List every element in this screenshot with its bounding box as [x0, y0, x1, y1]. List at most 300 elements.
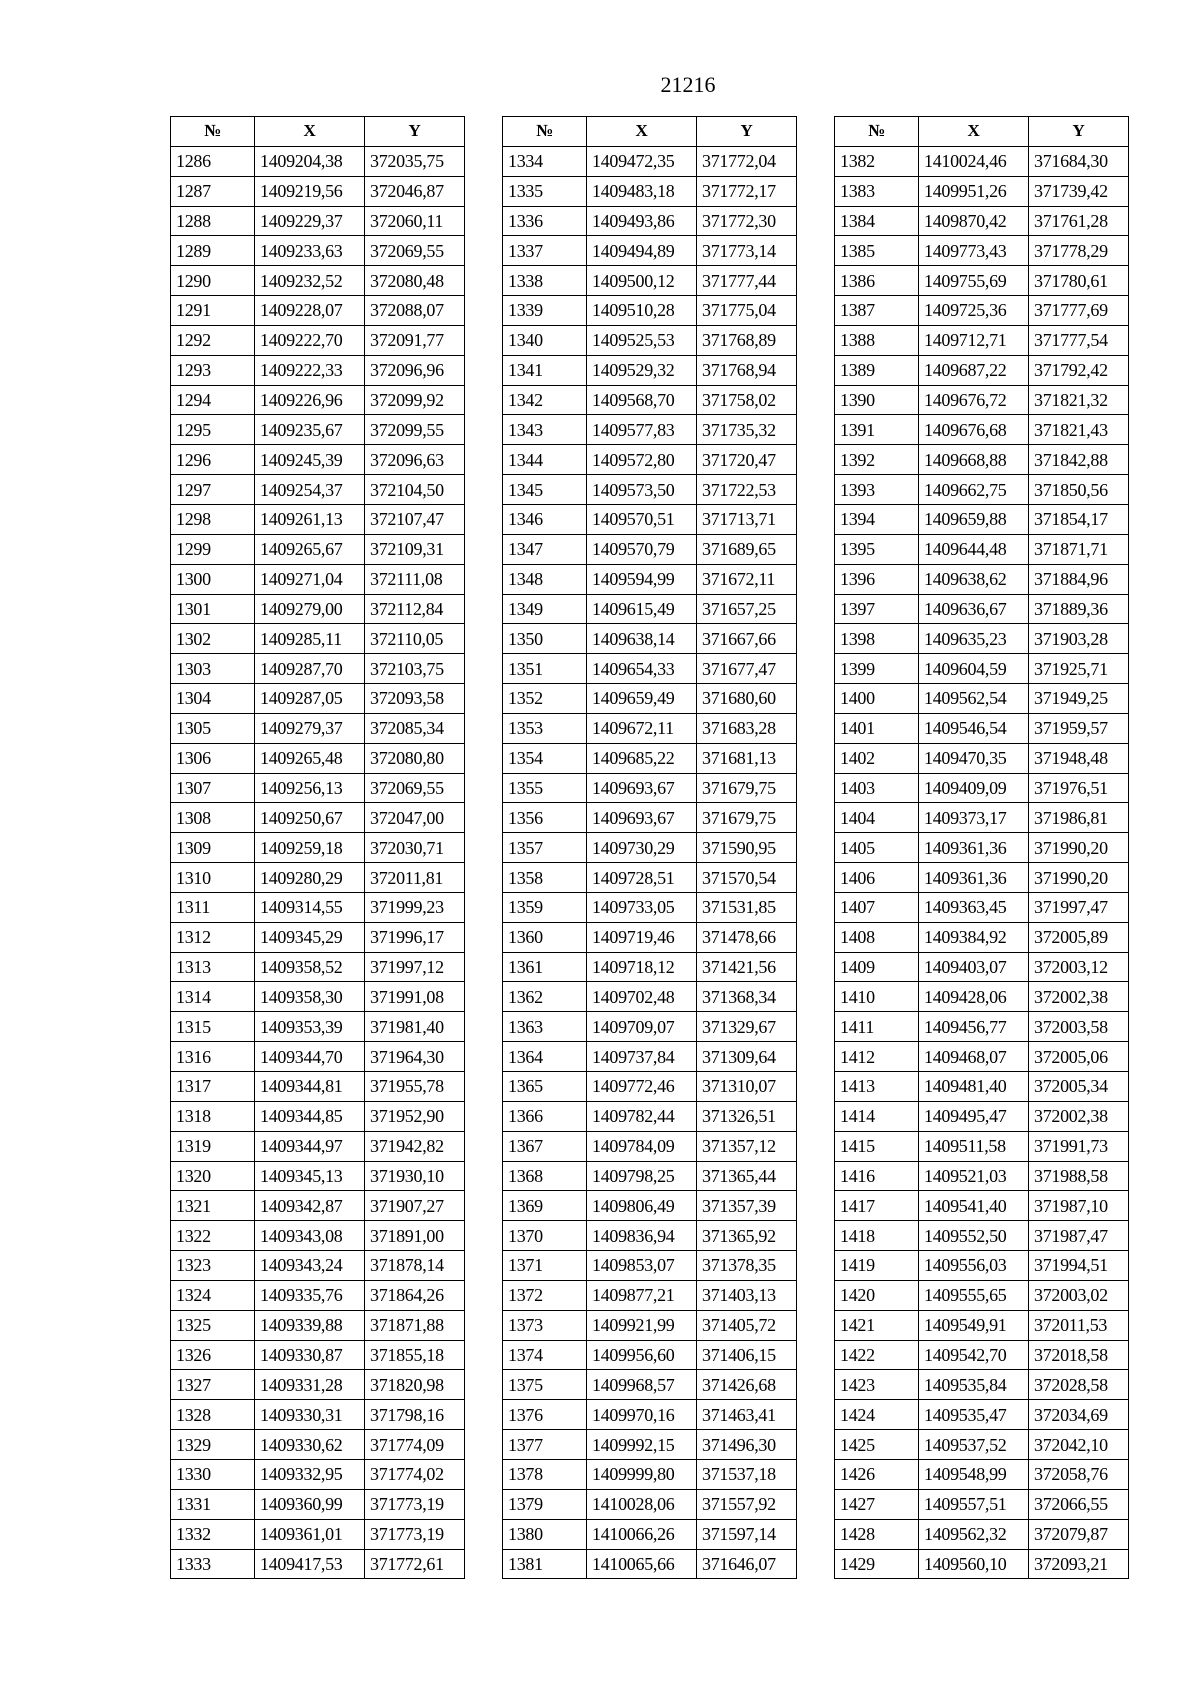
cell-y: 371990,20 — [1029, 833, 1129, 863]
cell-number: 1322 — [171, 1221, 255, 1251]
cell-y: 371987,10 — [1029, 1191, 1129, 1221]
cell-number: 1428 — [835, 1519, 919, 1549]
cell-y: 372028,58 — [1029, 1370, 1129, 1400]
table-row — [503, 1131, 797, 1161]
cell-y: 371952,90 — [365, 1101, 465, 1131]
cell-y: 371773,19 — [365, 1489, 465, 1519]
cell-number: 1361 — [503, 952, 587, 982]
table-row — [835, 982, 1129, 1012]
cell-number: 1351 — [503, 654, 587, 684]
cell-y: 371672,11 — [697, 564, 797, 594]
cell-number: 1348 — [503, 564, 587, 594]
cell-number: 1360 — [503, 922, 587, 952]
cell-y: 371777,69 — [1029, 296, 1129, 326]
cell-y: 371997,12 — [365, 952, 465, 982]
cell-number: 1309 — [171, 833, 255, 863]
cell-y: 371991,08 — [365, 982, 465, 1012]
table-row — [171, 594, 465, 624]
cell-y: 371907,27 — [365, 1191, 465, 1221]
cell-x: 1410024,46 — [919, 146, 1029, 176]
cell-y: 372103,75 — [365, 654, 465, 684]
table-row — [171, 952, 465, 982]
cell-x: 1409555,65 — [919, 1280, 1029, 1310]
table-row — [835, 952, 1129, 982]
cell-number: 1417 — [835, 1191, 919, 1221]
cell-number: 1292 — [171, 325, 255, 355]
table-row — [503, 504, 797, 534]
table-row — [835, 1370, 1129, 1400]
table-row — [171, 1072, 465, 1102]
table-row — [503, 594, 797, 624]
cell-x: 1409772,46 — [587, 1072, 697, 1102]
cell-number: 1409 — [835, 952, 919, 982]
cell-y: 372060,11 — [365, 206, 465, 236]
cell-number: 1347 — [503, 534, 587, 564]
cell-y: 372099,55 — [365, 415, 465, 445]
table-row — [503, 1101, 797, 1131]
cell-y: 371871,71 — [1029, 534, 1129, 564]
cell-y: 372058,76 — [1029, 1459, 1129, 1489]
cell-number: 1338 — [503, 266, 587, 296]
table-row — [503, 892, 797, 922]
table-row — [503, 475, 797, 505]
cell-x: 1409968,57 — [587, 1370, 697, 1400]
cell-x: 1409204,38 — [255, 146, 365, 176]
table-row — [171, 1042, 465, 1072]
table-row — [835, 1340, 1129, 1370]
table-row — [171, 863, 465, 893]
cell-number: 1401 — [835, 713, 919, 743]
cell-x: 1409719,46 — [587, 922, 697, 952]
cell-number: 1298 — [171, 504, 255, 534]
table-row — [503, 266, 797, 296]
cell-x: 1409235,67 — [255, 415, 365, 445]
cell-y: 371590,95 — [697, 833, 797, 863]
table-row — [835, 1549, 1129, 1579]
cell-x: 1409259,18 — [255, 833, 365, 863]
cell-y: 371758,02 — [697, 385, 797, 415]
table-row — [835, 1430, 1129, 1460]
cell-y: 371949,25 — [1029, 684, 1129, 714]
cell-x: 1409604,59 — [919, 654, 1029, 684]
table-row — [171, 504, 465, 534]
cell-y: 371996,17 — [365, 922, 465, 952]
cell-y: 371891,00 — [365, 1221, 465, 1251]
table-row — [171, 1370, 465, 1400]
cell-number: 1381 — [503, 1549, 587, 1579]
cell-number: 1403 — [835, 773, 919, 803]
cell-number: 1289 — [171, 236, 255, 266]
cell-y: 371368,34 — [697, 982, 797, 1012]
cell-x: 1409233,63 — [255, 236, 365, 266]
table-row — [503, 534, 797, 564]
cell-number: 1375 — [503, 1370, 587, 1400]
cell-y: 371772,17 — [697, 176, 797, 206]
table-row — [835, 296, 1129, 326]
cell-x: 1409685,22 — [587, 743, 697, 773]
cell-y: 371365,44 — [697, 1161, 797, 1191]
cell-y: 371955,78 — [365, 1072, 465, 1102]
cell-x: 1409335,76 — [255, 1280, 365, 1310]
cell-number: 1331 — [171, 1489, 255, 1519]
cell-x: 1409330,31 — [255, 1400, 365, 1430]
cell-number: 1314 — [171, 982, 255, 1012]
cell-number: 1304 — [171, 684, 255, 714]
cell-y: 371878,14 — [365, 1251, 465, 1281]
cell-number: 1349 — [503, 594, 587, 624]
cell-number: 1290 — [171, 266, 255, 296]
cell-x: 1409250,67 — [255, 803, 365, 833]
cell-x: 1409384,92 — [919, 922, 1029, 952]
cell-number: 1328 — [171, 1400, 255, 1430]
cell-y: 371842,88 — [1029, 445, 1129, 475]
cell-y: 371988,58 — [1029, 1161, 1129, 1191]
cell-y: 371421,56 — [697, 952, 797, 982]
table-row — [503, 1489, 797, 1519]
cell-x: 1409635,23 — [919, 624, 1029, 654]
table-row — [835, 892, 1129, 922]
table-header-row — [503, 117, 797, 147]
cell-y: 371496,30 — [697, 1430, 797, 1460]
table-row — [171, 534, 465, 564]
cell-x: 1409261,13 — [255, 504, 365, 534]
cell-y: 371772,04 — [697, 146, 797, 176]
cell-number: 1400 — [835, 684, 919, 714]
cell-x: 1409287,70 — [255, 654, 365, 684]
cell-number: 1366 — [503, 1101, 587, 1131]
table-row — [835, 176, 1129, 206]
cell-number: 1346 — [503, 504, 587, 534]
cell-y: 372011,53 — [1029, 1310, 1129, 1340]
table-row — [171, 1280, 465, 1310]
cell-number: 1383 — [835, 176, 919, 206]
column-header-y: Y — [1029, 117, 1129, 147]
cell-y: 371646,07 — [697, 1549, 797, 1579]
table-row — [503, 1310, 797, 1340]
cell-x: 1409494,89 — [587, 236, 697, 266]
cell-number: 1288 — [171, 206, 255, 236]
cell-y: 371777,44 — [697, 266, 797, 296]
table-row — [171, 1251, 465, 1281]
cell-x: 1409687,22 — [919, 355, 1029, 385]
table-row — [835, 1012, 1129, 1042]
cell-x: 1409330,62 — [255, 1430, 365, 1460]
cell-number: 1316 — [171, 1042, 255, 1072]
cell-number: 1302 — [171, 624, 255, 654]
cell-y: 372066,55 — [1029, 1489, 1129, 1519]
cell-number: 1306 — [171, 743, 255, 773]
cell-number: 1305 — [171, 713, 255, 743]
cell-x: 1409676,72 — [919, 385, 1029, 415]
cell-y: 371405,72 — [697, 1310, 797, 1340]
cell-y: 371987,47 — [1029, 1221, 1129, 1251]
cell-number: 1426 — [835, 1459, 919, 1489]
cell-number: 1295 — [171, 415, 255, 445]
cell-x: 1409594,99 — [587, 564, 697, 594]
table-row — [503, 1251, 797, 1281]
cell-y: 371478,66 — [697, 922, 797, 952]
cell-x: 1409330,87 — [255, 1340, 365, 1370]
cell-y: 371774,09 — [365, 1430, 465, 1460]
cell-x: 1409521,03 — [919, 1161, 1029, 1191]
cell-x: 1409535,47 — [919, 1400, 1029, 1430]
cell-y: 371680,60 — [697, 684, 797, 714]
cell-x: 1409557,51 — [919, 1489, 1029, 1519]
cell-x: 1409373,17 — [919, 803, 1029, 833]
cell-y: 371667,66 — [697, 624, 797, 654]
cell-y: 372093,21 — [1029, 1549, 1129, 1579]
cell-y: 371821,43 — [1029, 415, 1129, 445]
cell-x: 1409556,03 — [919, 1251, 1029, 1281]
table-row — [171, 773, 465, 803]
table-row — [171, 1101, 465, 1131]
cell-y: 371855,18 — [365, 1340, 465, 1370]
cell-x: 1409470,35 — [919, 743, 1029, 773]
cell-x: 1409570,79 — [587, 534, 697, 564]
cell-number: 1377 — [503, 1430, 587, 1460]
table-row — [171, 833, 465, 863]
cell-number: 1352 — [503, 684, 587, 714]
cell-number: 1408 — [835, 922, 919, 952]
column-header-x: X — [255, 117, 365, 147]
cell-y: 372034,69 — [1029, 1400, 1129, 1430]
cell-x: 1409806,49 — [587, 1191, 697, 1221]
table-row — [171, 1519, 465, 1549]
cell-x: 1409560,10 — [919, 1549, 1029, 1579]
cell-x: 1409537,52 — [919, 1430, 1029, 1460]
cell-x: 1409265,67 — [255, 534, 365, 564]
table-row — [171, 1459, 465, 1489]
cell-number: 1291 — [171, 296, 255, 326]
table-row — [835, 1221, 1129, 1251]
cell-y: 371780,61 — [1029, 266, 1129, 296]
cell-x: 1409222,70 — [255, 325, 365, 355]
cell-x: 1409992,15 — [587, 1430, 697, 1460]
cell-x: 1409709,07 — [587, 1012, 697, 1042]
cell-y: 372002,38 — [1029, 982, 1129, 1012]
cell-x: 1409546,54 — [919, 713, 1029, 743]
table-row — [835, 146, 1129, 176]
cell-number: 1321 — [171, 1191, 255, 1221]
cell-x: 1409343,24 — [255, 1251, 365, 1281]
cell-x: 1409956,60 — [587, 1340, 697, 1370]
table-row — [171, 892, 465, 922]
cell-number: 1373 — [503, 1310, 587, 1340]
cell-number: 1368 — [503, 1161, 587, 1191]
cell-x: 1409256,13 — [255, 773, 365, 803]
cell-y: 371739,42 — [1029, 176, 1129, 206]
cell-y: 372110,05 — [365, 624, 465, 654]
cell-number: 1339 — [503, 296, 587, 326]
table-row — [835, 803, 1129, 833]
cell-x: 1409358,30 — [255, 982, 365, 1012]
cell-number: 1419 — [835, 1251, 919, 1281]
cell-number: 1412 — [835, 1042, 919, 1072]
cell-number: 1372 — [503, 1280, 587, 1310]
cell-x: 1409693,67 — [587, 803, 697, 833]
cell-number: 1337 — [503, 236, 587, 266]
cell-y: 371403,13 — [697, 1280, 797, 1310]
cell-number: 1421 — [835, 1310, 919, 1340]
cell-number: 1332 — [171, 1519, 255, 1549]
cell-y: 371778,29 — [1029, 236, 1129, 266]
cell-x: 1409659,49 — [587, 684, 697, 714]
cell-x: 1409344,81 — [255, 1072, 365, 1102]
cell-number: 1334 — [503, 146, 587, 176]
cell-number: 1367 — [503, 1131, 587, 1161]
cell-x: 1409662,75 — [919, 475, 1029, 505]
table-row — [171, 624, 465, 654]
cell-x: 1409672,11 — [587, 713, 697, 743]
cell-y: 371357,12 — [697, 1131, 797, 1161]
cell-number: 1287 — [171, 176, 255, 206]
cell-y: 372099,92 — [365, 385, 465, 415]
table-row — [171, 415, 465, 445]
cell-number: 1365 — [503, 1072, 587, 1102]
cell-y: 371378,35 — [697, 1251, 797, 1281]
cell-number: 1414 — [835, 1101, 919, 1131]
page-number: 21216 — [660, 72, 716, 97]
cell-number: 1418 — [835, 1221, 919, 1251]
cell-y: 371768,89 — [697, 325, 797, 355]
cell-x: 1409712,71 — [919, 325, 1029, 355]
cell-number: 1307 — [171, 773, 255, 803]
cell-x: 1409428,06 — [919, 982, 1029, 1012]
cell-y: 371531,85 — [697, 892, 797, 922]
cell-y: 372005,89 — [1029, 922, 1129, 952]
coordinates-table-2 — [502, 116, 797, 1579]
table-row — [835, 684, 1129, 714]
cell-y: 371326,51 — [697, 1101, 797, 1131]
cell-number: 1416 — [835, 1161, 919, 1191]
column-header-number: № — [503, 117, 587, 147]
table-row — [171, 1191, 465, 1221]
cell-number: 1410 — [835, 982, 919, 1012]
cell-y: 371426,68 — [697, 1370, 797, 1400]
cell-number: 1345 — [503, 475, 587, 505]
table-row — [171, 654, 465, 684]
table-row — [171, 475, 465, 505]
cell-x: 1409542,70 — [919, 1340, 1029, 1370]
cell-number: 1384 — [835, 206, 919, 236]
cell-x: 1409481,40 — [919, 1072, 1029, 1102]
cell-y: 372069,55 — [365, 773, 465, 803]
cell-x: 1409573,50 — [587, 475, 697, 505]
cell-x: 1409279,00 — [255, 594, 365, 624]
table-row — [503, 833, 797, 863]
cell-x: 1409798,25 — [587, 1161, 697, 1191]
cell-x: 1409702,48 — [587, 982, 697, 1012]
table-row — [171, 385, 465, 415]
cell-number: 1402 — [835, 743, 919, 773]
cell-number: 1415 — [835, 1131, 919, 1161]
cell-y: 372046,87 — [365, 176, 465, 206]
cell-number: 1293 — [171, 355, 255, 385]
cell-number: 1398 — [835, 624, 919, 654]
cell-number: 1355 — [503, 773, 587, 803]
cell-number: 1294 — [171, 385, 255, 415]
cell-number: 1395 — [835, 534, 919, 564]
table-row — [835, 594, 1129, 624]
table-row — [171, 206, 465, 236]
table-row — [835, 1489, 1129, 1519]
cell-x: 1409228,07 — [255, 296, 365, 326]
cell-x: 1409361,36 — [919, 833, 1029, 863]
cell-x: 1409755,69 — [919, 266, 1029, 296]
table-row — [171, 803, 465, 833]
cell-number: 1312 — [171, 922, 255, 952]
coordinates-table-1 — [170, 116, 465, 1579]
cell-number: 1388 — [835, 325, 919, 355]
cell-number: 1389 — [835, 355, 919, 385]
table-row — [171, 176, 465, 206]
cell-x: 1409345,13 — [255, 1161, 365, 1191]
cell-y: 371657,25 — [697, 594, 797, 624]
cell-x: 1409483,18 — [587, 176, 697, 206]
column-header-x: X — [587, 117, 697, 147]
cell-x: 1409344,97 — [255, 1131, 365, 1161]
table-row — [835, 1280, 1129, 1310]
cell-number: 1303 — [171, 654, 255, 684]
table-row — [503, 1549, 797, 1579]
cell-y: 371677,47 — [697, 654, 797, 684]
column-header-x: X — [919, 117, 1029, 147]
cell-x: 1409403,07 — [919, 952, 1029, 982]
cell-y: 371772,30 — [697, 206, 797, 236]
table-row — [171, 1400, 465, 1430]
cell-y: 372085,34 — [365, 713, 465, 743]
cell-x: 1409644,48 — [919, 534, 1029, 564]
cell-x: 1409353,39 — [255, 1012, 365, 1042]
table-row — [835, 1251, 1129, 1281]
cell-number: 1308 — [171, 803, 255, 833]
cell-number: 1333 — [171, 1549, 255, 1579]
cell-y: 371463,41 — [697, 1400, 797, 1430]
cell-number: 1411 — [835, 1012, 919, 1042]
cell-y: 372107,47 — [365, 504, 465, 534]
cell-y: 372093,58 — [365, 684, 465, 714]
cell-y: 371310,07 — [697, 1072, 797, 1102]
cell-number: 1399 — [835, 654, 919, 684]
table-row — [835, 1161, 1129, 1191]
column-header-y: Y — [365, 117, 465, 147]
cell-y: 371309,64 — [697, 1042, 797, 1072]
cell-number: 1380 — [503, 1519, 587, 1549]
cell-y: 371773,19 — [365, 1519, 465, 1549]
cell-x: 1409344,70 — [255, 1042, 365, 1072]
cell-y: 371986,81 — [1029, 803, 1129, 833]
table-row — [835, 206, 1129, 236]
cell-number: 1405 — [835, 833, 919, 863]
table-row — [503, 654, 797, 684]
table-row — [503, 176, 797, 206]
cell-number: 1423 — [835, 1370, 919, 1400]
cell-x: 1409535,84 — [919, 1370, 1029, 1400]
table-row — [171, 1430, 465, 1460]
cell-number: 1330 — [171, 1459, 255, 1489]
cell-x: 1409668,88 — [919, 445, 1029, 475]
cell-y: 371821,32 — [1029, 385, 1129, 415]
cell-y: 372003,12 — [1029, 952, 1129, 982]
cell-y: 372109,31 — [365, 534, 465, 564]
table-row — [503, 1400, 797, 1430]
cell-number: 1323 — [171, 1251, 255, 1281]
cell-x: 1409970,16 — [587, 1400, 697, 1430]
cell-x: 1409737,84 — [587, 1042, 697, 1072]
cell-number: 1329 — [171, 1430, 255, 1460]
cell-x: 1409999,80 — [587, 1459, 697, 1489]
table-row — [835, 624, 1129, 654]
